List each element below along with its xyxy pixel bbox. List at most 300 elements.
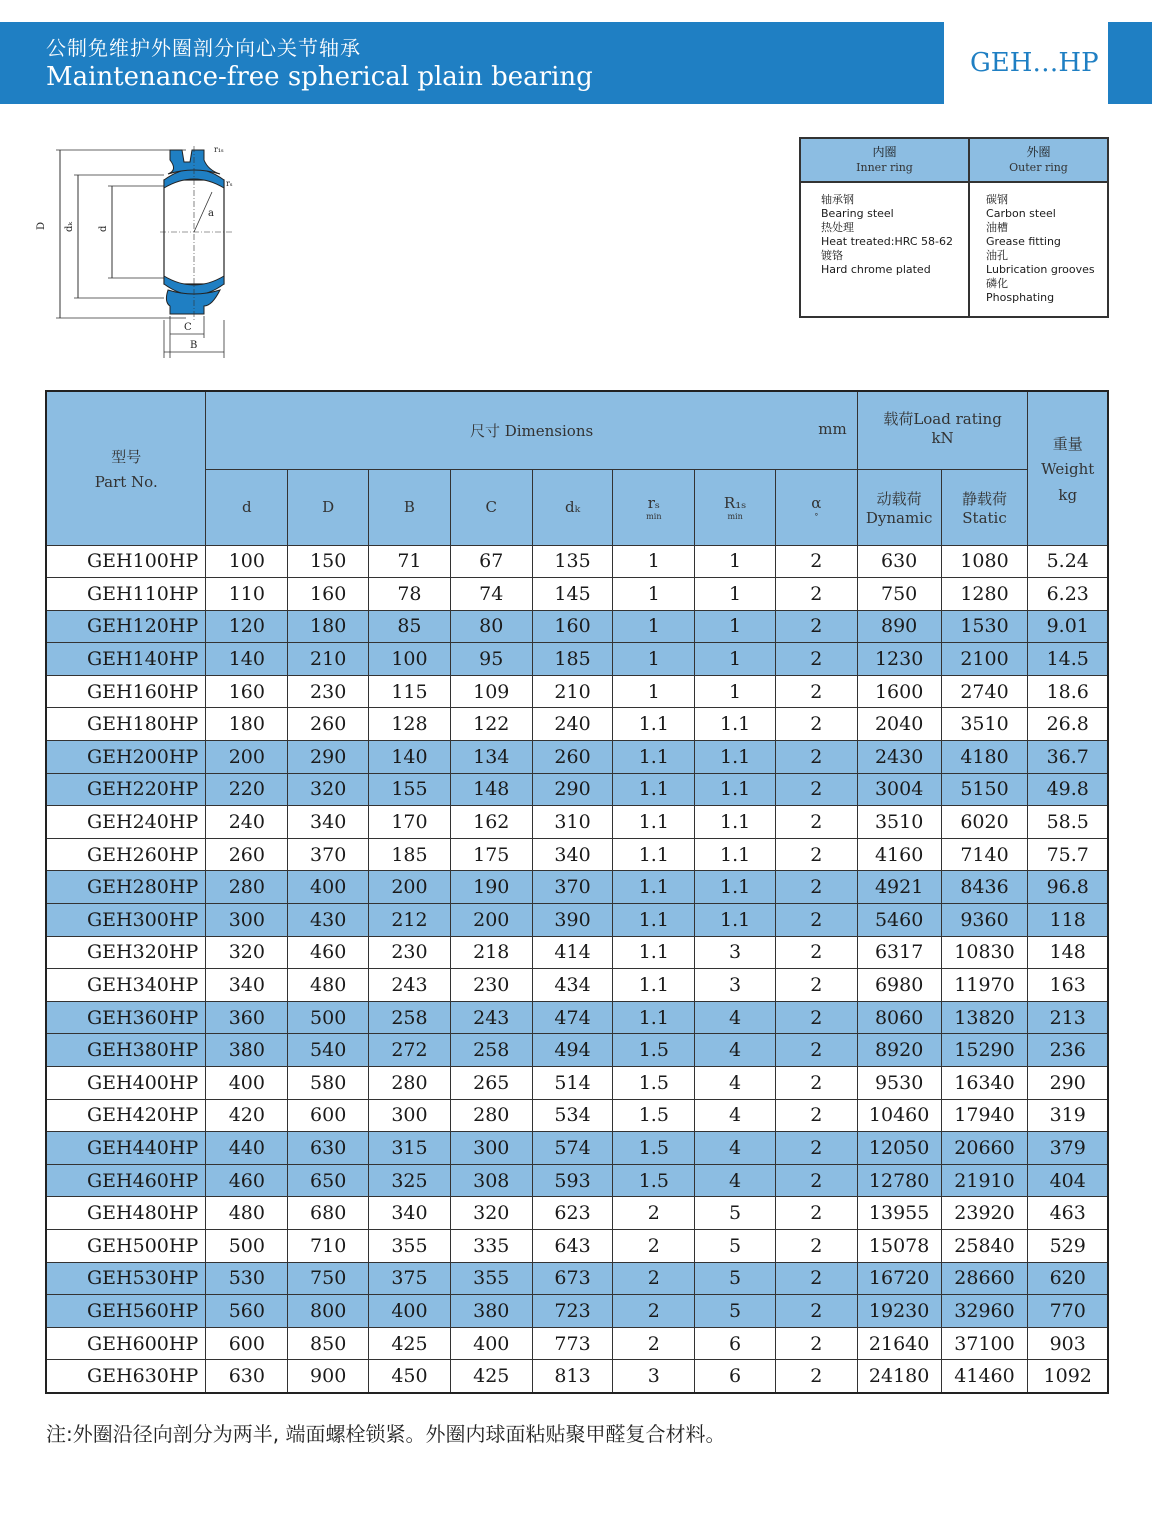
table-cell: 400: [288, 871, 369, 904]
table-cell: 2: [613, 1327, 695, 1360]
table-cell: 1: [613, 545, 695, 578]
table-cell: 160: [206, 675, 288, 708]
table-cell: 1530: [941, 610, 1028, 643]
inner-ring-title-cn: 内圈: [872, 145, 897, 159]
table-cell: 210: [532, 675, 613, 708]
table-row: [46, 806, 1108, 839]
table-cell: 5460: [857, 904, 941, 937]
part-number-cell: GEH460HP: [46, 1164, 206, 1197]
table-cell: 1: [613, 610, 695, 643]
table-cell: 335: [450, 1229, 532, 1262]
table-cell: 3510: [941, 708, 1028, 741]
table-cell: 710: [288, 1229, 369, 1262]
table-cell: 4180: [941, 741, 1028, 774]
table-row: [46, 610, 1108, 643]
table-cell: 1.1: [695, 871, 776, 904]
table-cell: 379: [1028, 1132, 1108, 1165]
table-cell: 320: [288, 773, 369, 806]
table-cell: 1.5: [613, 1132, 695, 1165]
weight-unit: kg: [1058, 485, 1078, 504]
right-accent-bar: [1108, 22, 1152, 104]
table-cell: 1.5: [613, 1099, 695, 1132]
table-cell: 2: [775, 1164, 857, 1197]
table-cell: 7140: [941, 838, 1028, 871]
table-cell: 243: [450, 1001, 532, 1034]
table-cell: 71: [369, 545, 451, 578]
table-cell: 320: [206, 936, 288, 969]
table-row: [46, 1001, 1108, 1034]
table-cell: 17940: [941, 1099, 1028, 1132]
table-cell: 9360: [941, 904, 1028, 937]
part-number-cell: GEH220HP: [46, 773, 206, 806]
col-dk: dₖ: [532, 469, 613, 545]
table-cell: 529: [1028, 1229, 1108, 1262]
outer-line: Phosphating: [986, 291, 1055, 304]
dimensions-header: [206, 391, 857, 469]
table-row: [46, 1229, 1108, 1262]
table-row: [46, 773, 1108, 806]
table-cell: 903: [1028, 1327, 1108, 1360]
part-number-cell: GEH200HP: [46, 741, 206, 774]
table-cell: 3: [613, 1360, 695, 1393]
table-cell: 773: [532, 1327, 613, 1360]
dynamic-cn: 动载荷: [876, 489, 922, 508]
table-cell: 673: [532, 1262, 613, 1295]
table-cell: 460: [288, 936, 369, 969]
table-cell: 315: [369, 1132, 451, 1165]
table-cell: 1: [695, 675, 776, 708]
table-cell: 2: [775, 1132, 857, 1165]
table-cell: 360: [206, 1001, 288, 1034]
table-row: [46, 1327, 1108, 1360]
table-cell: 514: [532, 1067, 613, 1100]
table-cell: 150: [288, 545, 369, 578]
part-number-cell: GEH420HP: [46, 1099, 206, 1132]
part-number-cell: GEH320HP: [46, 936, 206, 969]
outer-line: Lubrication grooves: [986, 263, 1095, 276]
table-row: [46, 578, 1108, 611]
table-cell: 5.24: [1028, 545, 1108, 578]
table-cell: 494: [532, 1034, 613, 1067]
table-cell: 1: [695, 610, 776, 643]
table-cell: 3: [695, 936, 776, 969]
table-cell: 2: [775, 936, 857, 969]
table-cell: 463: [1028, 1197, 1108, 1230]
table-cell: 135: [532, 545, 613, 578]
col-alpha-unit: °: [814, 511, 819, 521]
table-cell: 434: [532, 969, 613, 1002]
table-cell: 650: [288, 1164, 369, 1197]
outer-ring-materials: [969, 182, 1108, 317]
table-cell: 8060: [857, 1001, 941, 1034]
table-cell: 118: [1028, 904, 1108, 937]
table-cell: 6: [695, 1360, 776, 1393]
table-cell: 630: [288, 1132, 369, 1165]
table-cell: 41460: [941, 1360, 1028, 1393]
materials-table: [799, 137, 1109, 318]
outer-line: Grease fitting: [986, 235, 1061, 248]
table-cell: 280: [450, 1099, 532, 1132]
col-rs: [613, 469, 695, 545]
table-cell: 340: [206, 969, 288, 1002]
part-number-cell: GEH240HP: [46, 806, 206, 839]
table-cell: 1.1: [613, 773, 695, 806]
table-cell: 2: [775, 1034, 857, 1067]
table-cell: 163: [1028, 969, 1108, 1002]
table-cell: 2: [775, 1001, 857, 1034]
table-cell: 78: [369, 578, 451, 611]
table-cell: 6.23: [1028, 578, 1108, 611]
table-cell: 260: [532, 741, 613, 774]
table-cell: 2: [613, 1197, 695, 1230]
table-cell: 109: [450, 675, 532, 708]
table-cell: 134: [450, 741, 532, 774]
outer-line: 碳钢: [986, 193, 1009, 206]
table-cell: 500: [288, 1001, 369, 1034]
table-cell: 115: [369, 675, 451, 708]
inner-ring-header: [800, 138, 969, 182]
spec-table: [45, 390, 1109, 1394]
table-cell: 5: [695, 1229, 776, 1262]
inner-line: 镀铬: [821, 249, 843, 262]
table-cell: 1.1: [613, 806, 695, 839]
table-cell: 19230: [857, 1295, 941, 1328]
table-cell: 290: [288, 741, 369, 774]
table-cell: 6317: [857, 936, 941, 969]
table-cell: 26.8: [1028, 708, 1108, 741]
table-cell: 2: [775, 708, 857, 741]
table-cell: 2: [775, 1099, 857, 1132]
table-row: [46, 1164, 1108, 1197]
table-cell: 4921: [857, 871, 941, 904]
table-cell: 145: [532, 578, 613, 611]
table-cell: 10460: [857, 1099, 941, 1132]
table-cell: 2: [775, 1229, 857, 1262]
table-cell: 160: [532, 610, 613, 643]
table-cell: 218: [450, 936, 532, 969]
table-cell: 67: [450, 545, 532, 578]
inner-line: Heat treated:HRC 58-62: [821, 235, 953, 248]
table-cell: 10830: [941, 936, 1028, 969]
outer-line: 磷化: [986, 277, 1009, 290]
label-a: a: [208, 208, 214, 219]
part-number-cell: GEH380HP: [46, 1034, 206, 1067]
table-cell: 2: [775, 545, 857, 578]
col-static: [941, 469, 1028, 545]
table-cell: 148: [1028, 936, 1108, 969]
table-cell: 1280: [941, 578, 1028, 611]
table-cell: 1.1: [695, 741, 776, 774]
col-D: D: [288, 469, 369, 545]
table-cell: 900: [288, 1360, 369, 1393]
outer-ring-title-en: Outer ring: [1009, 161, 1068, 174]
table-row: [46, 643, 1108, 676]
table-cell: 200: [206, 741, 288, 774]
table-cell: 6980: [857, 969, 941, 1002]
table-cell: 5: [695, 1295, 776, 1328]
part-number-cell: GEH300HP: [46, 904, 206, 937]
col-alpha-label: α: [811, 493, 822, 512]
table-cell: 236: [1028, 1034, 1108, 1067]
table-cell: 170: [369, 806, 451, 839]
table-cell: 2: [775, 1067, 857, 1100]
table-cell: 580: [288, 1067, 369, 1100]
table-cell: 2: [775, 1197, 857, 1230]
table-cell: 800: [288, 1295, 369, 1328]
table-cell: 723: [532, 1295, 613, 1328]
col-B: B: [369, 469, 451, 545]
table-cell: 623: [532, 1197, 613, 1230]
table-cell: 1.5: [613, 1034, 695, 1067]
part-number-cell: GEH180HP: [46, 708, 206, 741]
table-cell: 1.1: [613, 904, 695, 937]
table-cell: 1230: [857, 643, 941, 676]
table-cell: 474: [532, 1001, 613, 1034]
table-row: [46, 1360, 1108, 1393]
part-number-cell: GEH140HP: [46, 643, 206, 676]
table-cell: 2: [775, 773, 857, 806]
table-row: [46, 741, 1108, 774]
static-cn: 静载荷: [962, 489, 1008, 508]
table-cell: 122: [450, 708, 532, 741]
table-cell: 300: [206, 904, 288, 937]
table-cell: 110: [206, 578, 288, 611]
part-no-header: [46, 391, 206, 545]
table-row: [46, 904, 1108, 937]
table-cell: 21640: [857, 1327, 941, 1360]
table-cell: 2: [775, 969, 857, 1002]
table-cell: 5: [695, 1262, 776, 1295]
table-cell: 2: [775, 741, 857, 774]
table-cell: 4: [695, 1001, 776, 1034]
table-cell: 2100: [941, 643, 1028, 676]
table-cell: 155: [369, 773, 451, 806]
table-cell: 175: [450, 838, 532, 871]
table-cell: 420: [206, 1099, 288, 1132]
table-row: [46, 1067, 1108, 1100]
table-cell: 2: [775, 643, 857, 676]
inner-ring-materials: [800, 182, 969, 317]
table-cell: 9530: [857, 1067, 941, 1100]
table-cell: 1.1: [613, 969, 695, 1002]
weight-header: [1028, 391, 1108, 545]
part-number-cell: GEH440HP: [46, 1132, 206, 1165]
table-cell: 1.1: [695, 838, 776, 871]
table-cell: 2: [613, 1229, 695, 1262]
part-number-cell: GEH100HP: [46, 545, 206, 578]
load-rating-unit: kN: [931, 429, 954, 447]
table-cell: 2740: [941, 675, 1028, 708]
table-cell: 460: [206, 1164, 288, 1197]
table-cell: 2: [775, 675, 857, 708]
table-cell: 12780: [857, 1164, 941, 1197]
table-cell: 400: [450, 1327, 532, 1360]
table-cell: 160: [288, 578, 369, 611]
table-cell: 280: [369, 1067, 451, 1100]
table-cell: 23920: [941, 1197, 1028, 1230]
table-cell: 8436: [941, 871, 1028, 904]
label-B: B: [190, 340, 198, 351]
table-cell: 600: [288, 1099, 369, 1132]
table-cell: 1.1: [613, 838, 695, 871]
table-cell: 1080: [941, 545, 1028, 578]
table-cell: 480: [288, 969, 369, 1002]
table-cell: 1: [613, 675, 695, 708]
table-cell: 272: [369, 1034, 451, 1067]
table-cell: 574: [532, 1132, 613, 1165]
table-cell: 310: [532, 806, 613, 839]
table-cell: 2: [775, 904, 857, 937]
table-cell: 258: [450, 1034, 532, 1067]
table-cell: 185: [532, 643, 613, 676]
table-cell: 265: [450, 1067, 532, 1100]
part-no-en: Part No.: [94, 472, 158, 491]
table-cell: 440: [206, 1132, 288, 1165]
table-cell: 850: [288, 1327, 369, 1360]
table-row: [46, 871, 1108, 904]
table-row: [46, 1132, 1108, 1165]
part-number-cell: GEH560HP: [46, 1295, 206, 1328]
table-cell: 240: [206, 806, 288, 839]
table-cell: 15078: [857, 1229, 941, 1262]
table-cell: 5150: [941, 773, 1028, 806]
table-cell: 12050: [857, 1132, 941, 1165]
table-cell: 213: [1028, 1001, 1108, 1034]
label-rs: rₛ: [226, 179, 233, 188]
table-cell: 14.5: [1028, 643, 1108, 676]
table-cell: 16340: [941, 1067, 1028, 1100]
label-D: D: [36, 221, 47, 230]
table-cell: 680: [288, 1197, 369, 1230]
table-row: [46, 936, 1108, 969]
table-cell: 2: [775, 610, 857, 643]
table-cell: 600: [206, 1327, 288, 1360]
table-cell: 813: [532, 1360, 613, 1393]
table-cell: 2: [775, 1360, 857, 1393]
table-cell: 8920: [857, 1034, 941, 1067]
table-cell: 96.8: [1028, 871, 1108, 904]
table-cell: 425: [450, 1360, 532, 1393]
part-number-cell: GEH160HP: [46, 675, 206, 708]
table-cell: 4: [695, 1132, 776, 1165]
table-cell: 180: [288, 610, 369, 643]
table-cell: 3510: [857, 806, 941, 839]
table-cell: 37100: [941, 1327, 1028, 1360]
part-number-cell: GEH530HP: [46, 1262, 206, 1295]
table-cell: 2: [613, 1262, 695, 1295]
table-cell: 190: [450, 871, 532, 904]
table-cell: 308: [450, 1164, 532, 1197]
table-cell: 1.5: [613, 1067, 695, 1100]
table-cell: 32960: [941, 1295, 1028, 1328]
table-cell: 28660: [941, 1262, 1028, 1295]
col-r1s-min: min: [727, 511, 743, 521]
table-cell: 212: [369, 904, 451, 937]
label-dk: dₖ: [64, 221, 75, 232]
table-cell: 1.1: [695, 806, 776, 839]
table-cell: 380: [450, 1295, 532, 1328]
table-cell: 24180: [857, 1360, 941, 1393]
table-cell: 85: [369, 610, 451, 643]
table-cell: 560: [206, 1295, 288, 1328]
label-d: d: [98, 225, 109, 232]
table-cell: 300: [450, 1132, 532, 1165]
table-cell: 240: [532, 708, 613, 741]
table-cell: 140: [206, 643, 288, 676]
table-cell: 1600: [857, 675, 941, 708]
label-r1s: r₁ₛ: [214, 145, 224, 154]
table-cell: 9.01: [1028, 610, 1108, 643]
table-cell: 280: [206, 871, 288, 904]
table-cell: 11970: [941, 969, 1028, 1002]
inner-line: 热处理: [821, 221, 854, 234]
table-cell: 1092: [1028, 1360, 1108, 1393]
table-cell: 2: [775, 1295, 857, 1328]
table-cell: 220: [206, 773, 288, 806]
outer-ring-title-cn: 外圈: [1026, 145, 1051, 159]
table-cell: 340: [532, 838, 613, 871]
table-cell: 16720: [857, 1262, 941, 1295]
title-en: Maintenance-free spherical plain bearing: [46, 62, 593, 92]
inner-line: Bearing steel: [821, 207, 894, 220]
table-cell: 290: [532, 773, 613, 806]
table-cell: 643: [532, 1229, 613, 1262]
table-cell: 200: [450, 904, 532, 937]
table-cell: 390: [532, 904, 613, 937]
part-number-cell: GEH120HP: [46, 610, 206, 643]
load-rating-header: [857, 391, 1028, 469]
table-cell: 750: [288, 1262, 369, 1295]
table-cell: 375: [369, 1262, 451, 1295]
table-row: [46, 545, 1108, 578]
table-cell: 230: [288, 675, 369, 708]
title-banner: [0, 22, 944, 104]
table-cell: 2: [775, 871, 857, 904]
table-cell: 258: [369, 1001, 451, 1034]
table-cell: 1: [613, 578, 695, 611]
table-cell: 3004: [857, 773, 941, 806]
col-r1s-label: R₁ₛ: [723, 493, 747, 512]
table-cell: 162: [450, 806, 532, 839]
table-cell: 2: [775, 806, 857, 839]
table-cell: 380: [206, 1034, 288, 1067]
table-cell: 430: [288, 904, 369, 937]
table-cell: 1.1: [613, 741, 695, 774]
table-cell: 319: [1028, 1099, 1108, 1132]
table-cell: 80: [450, 610, 532, 643]
table-cell: 6: [695, 1327, 776, 1360]
bearing-diagram: [36, 140, 246, 362]
dimensions-unit: mm: [818, 420, 847, 438]
table-cell: 2: [775, 838, 857, 871]
table-row: [46, 1099, 1108, 1132]
inner-line: 轴承钢: [821, 193, 854, 206]
table-cell: 100: [206, 545, 288, 578]
table-cell: 540: [288, 1034, 369, 1067]
outer-line: Carbon steel: [986, 207, 1056, 220]
part-number-cell: GEH600HP: [46, 1327, 206, 1360]
table-cell: 450: [369, 1360, 451, 1393]
inner-ring-title-en: Inner ring: [856, 161, 913, 174]
table-cell: 325: [369, 1164, 451, 1197]
col-r1s: [695, 469, 776, 545]
table-row: [46, 708, 1108, 741]
part-number-cell: GEH260HP: [46, 838, 206, 871]
part-number-cell: GEH630HP: [46, 1360, 206, 1393]
table-cell: 2430: [857, 741, 941, 774]
table-cell: 1: [695, 578, 776, 611]
table-cell: 480: [206, 1197, 288, 1230]
